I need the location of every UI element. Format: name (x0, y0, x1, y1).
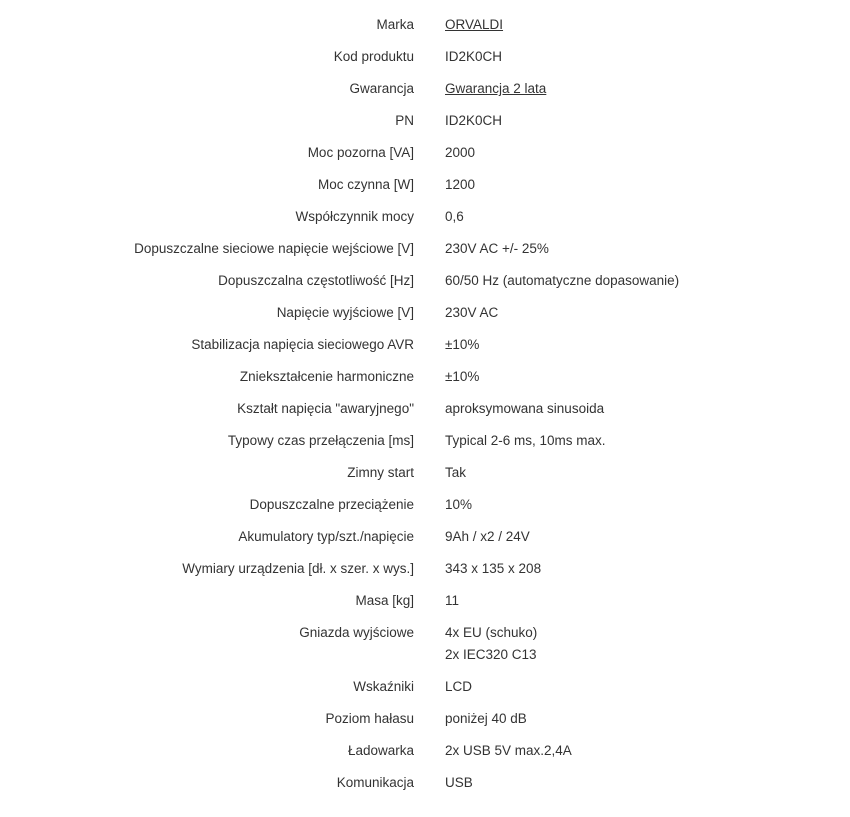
spec-row (0, 105, 850, 137)
spec-value (445, 767, 850, 799)
spec-label: Kształt napięcia "awaryjnego" (237, 401, 414, 416)
spec-value (445, 265, 850, 297)
spec-value-link[interactable]: ORVALDI (445, 17, 504, 32)
spec-label: Komunikacja (336, 775, 414, 790)
spec-value-text: 230V AC (445, 305, 499, 320)
spec-value (445, 585, 850, 617)
spec-label: Wymiary urządzenia [dł. x szer. x wys.] (182, 561, 414, 576)
spec-row (0, 585, 850, 617)
spec-value-text: poniżej 40 dB (445, 711, 527, 726)
spec-value-link[interactable]: Gwarancja 2 lata (445, 81, 547, 96)
spec-label: Napięcie wyjściowe [V] (276, 305, 414, 320)
spec-label: Stabilizacja napięcia sieciowego AVR (191, 337, 414, 352)
product-spec-table (0, 9, 850, 799)
spec-row (0, 329, 850, 361)
spec-value (445, 105, 850, 137)
spec-value (445, 521, 850, 553)
spec-label: PN (395, 113, 414, 128)
spec-label: Zimny start (347, 465, 414, 480)
spec-value-text: 60/50 Hz (automatyczne dopasowanie) (445, 273, 680, 288)
spec-value-text: Tak (445, 465, 467, 480)
spec-row (0, 671, 850, 703)
spec-value-text: 343 x 135 x 208 (445, 561, 542, 576)
spec-label: Gwarancja (349, 81, 414, 96)
spec-row (0, 9, 850, 41)
spec-value-text: USB (445, 775, 473, 790)
spec-value (445, 671, 850, 703)
spec-row (0, 489, 850, 521)
spec-value-text: 2x USB 5V max.2,4A (445, 743, 572, 758)
spec-label: Marka (376, 17, 414, 32)
spec-value-text: ±10% (445, 369, 480, 384)
spec-row (0, 361, 850, 393)
spec-label: Masa [kg] (355, 593, 414, 608)
spec-value (445, 137, 850, 169)
spec-value (445, 393, 850, 425)
spec-label: Współczynnik mocy (295, 209, 414, 224)
spec-row (0, 703, 850, 735)
spec-value (445, 457, 850, 489)
spec-value (445, 169, 850, 201)
spec-row (0, 393, 850, 425)
spec-value-text: 0,6 (445, 209, 464, 224)
spec-row (0, 201, 850, 233)
spec-value (445, 41, 850, 73)
spec-value (445, 9, 850, 41)
spec-value (445, 617, 850, 671)
spec-row (0, 735, 850, 767)
spec-value (445, 201, 850, 233)
spec-label: Wskaźniki (353, 679, 414, 694)
spec-value (445, 425, 850, 457)
spec-label: Dopuszczalne przeciążenie (249, 497, 414, 512)
spec-value-text: 1200 (445, 177, 476, 192)
spec-value-text: ±10% (445, 337, 480, 352)
spec-value-text: 9Ah / x2 / 24V (445, 529, 530, 544)
spec-label: Ładowarka (347, 743, 414, 758)
spec-row (0, 457, 850, 489)
spec-label: Zniekształcenie harmoniczne (239, 369, 414, 384)
spec-value-text: 4x EU (schuko) (445, 625, 538, 640)
spec-row (0, 169, 850, 201)
spec-value (445, 361, 850, 393)
spec-value-text: 10% (445, 497, 473, 512)
spec-row (0, 41, 850, 73)
spec-value (445, 329, 850, 361)
spec-label: Poziom hałasu (325, 711, 414, 726)
spec-row (0, 265, 850, 297)
spec-value-text: LCD (445, 679, 473, 694)
spec-row (0, 521, 850, 553)
spec-label: Typowy czas przełączenia [ms] (227, 433, 414, 448)
spec-value-text: 2000 (445, 145, 476, 160)
spec-value (445, 489, 850, 521)
spec-value-text: 230V AC +/- 25% (445, 241, 549, 256)
spec-value-text: ID2K0CH (445, 49, 503, 64)
spec-label: Gniazda wyjściowe (299, 625, 414, 640)
spec-value-text: ID2K0CH (445, 113, 503, 128)
spec-row (0, 297, 850, 329)
spec-value-text: Typical 2-6 ms, 10ms max. (445, 433, 606, 448)
spec-row (0, 767, 850, 799)
spec-label: Moc pozorna [VA] (307, 145, 414, 160)
spec-row (0, 137, 850, 169)
spec-row (0, 425, 850, 457)
spec-row (0, 617, 850, 671)
spec-row (0, 233, 850, 265)
spec-value-text: 2x IEC320 C13 (445, 647, 537, 662)
spec-value-text: 11 (445, 593, 460, 608)
spec-value (445, 735, 850, 767)
spec-value-text: aproksymowana sinusoida (445, 401, 605, 416)
spec-row (0, 553, 850, 585)
spec-label: Dopuszczalna częstotliwość [Hz] (218, 273, 414, 288)
spec-value (445, 703, 850, 735)
spec-label: Moc czynna [W] (317, 177, 414, 192)
spec-label: Akumulatory typ/szt./napięcie (238, 529, 414, 544)
spec-label: Dopuszczalne sieciowe napięcie wejściowe [V] (134, 241, 414, 256)
spec-value (445, 297, 850, 329)
spec-value (445, 553, 850, 585)
spec-label: Kod produktu (333, 49, 414, 64)
spec-row (0, 73, 850, 105)
spec-value (445, 233, 850, 265)
spec-value (445, 73, 850, 105)
